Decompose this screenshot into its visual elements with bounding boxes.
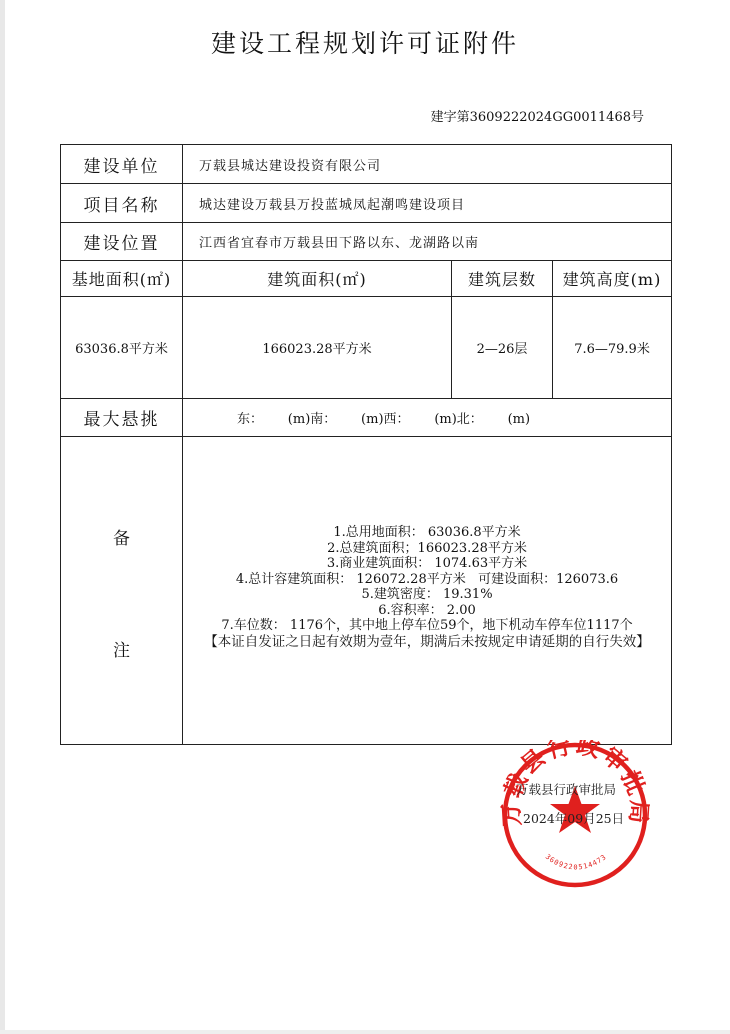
table-row (61, 261, 672, 297)
unit-label: 建设单位 (61, 145, 183, 184)
note-line-7: 7.车位数： 1176个，其中地上停车位59个，地下机动车停车位1117个 (221, 618, 633, 633)
height-header: 建筑高度(m) (553, 261, 672, 297)
note-line-5: 5.建筑密度： 19.31% (361, 587, 493, 602)
overhang-label: 最大悬挑 (61, 399, 183, 437)
issue-date: 2024年09月25日 (523, 811, 625, 826)
notes-label-char-1: 备 (113, 528, 130, 549)
note-line-2: 2.总建筑面积；166023.28平方米 (327, 540, 527, 556)
table-row (61, 223, 672, 261)
location-label: 建设位置 (61, 223, 183, 261)
location-value: 江西省宜春市万载县田下路以东、龙湖路以南 (183, 223, 672, 261)
permit-attachment-table (60, 144, 672, 745)
permit-number: 建字第3609222024GG0011468号 (430, 110, 644, 125)
table-row (61, 145, 672, 184)
note-line-1: 1.总用地面积： 63036.8平方米 (333, 525, 521, 540)
notes-body (183, 437, 672, 745)
document-title: 建设工程规划许可证附件 (210, 29, 519, 58)
page-left-edge (0, 0, 5, 1034)
project-value: 城达建设万载县万投蓝城凤起潮鸣建设项目 (183, 184, 672, 223)
page-bottom-edge (0, 1030, 730, 1034)
site-area-header: 基地面积(㎡) (61, 261, 183, 297)
note-line-3: 3.商业建筑面积： 1074.63平方米 (326, 556, 528, 571)
table-row (61, 184, 672, 223)
site-area-value: 63036.8平方米 (61, 297, 183, 399)
unit-value: 万载县城达建设投资有限公司 (183, 145, 672, 184)
floors-header: 建筑层数 (452, 261, 553, 297)
table-row (61, 437, 672, 745)
note-line-6: 6.容积率： 2.00 (378, 602, 476, 618)
issuing-authority: 万载县行政审批局 (516, 782, 617, 797)
table-row (61, 399, 672, 437)
table-row (61, 297, 672, 399)
notes-label-cell (61, 437, 183, 745)
seal-code: 3609220514473 (543, 852, 609, 872)
seal-arc-text: 万载县行政审批局 (500, 740, 650, 827)
project-label: 项目名称 (61, 184, 183, 223)
floors-value: 2—26层 (452, 297, 553, 399)
notes-label-char-2: 注 (113, 640, 130, 661)
building-area-header: 建筑面积(㎡) (183, 261, 452, 297)
building-area-value: 166023.28平方米 (183, 297, 452, 399)
validity-note: 【本证自发证之日起有效期为壹年，期满后未按规定申请延期的自行失效】 (204, 633, 650, 650)
overhang-value: 东： (m)南： (m)西： (m)北： (m) (183, 399, 672, 437)
note-line-4: 4.总计容建筑面积： 126072.28平方米 可建设面积：126073.6 (235, 571, 619, 587)
height-value: 7.6—79.9米 (553, 297, 672, 399)
